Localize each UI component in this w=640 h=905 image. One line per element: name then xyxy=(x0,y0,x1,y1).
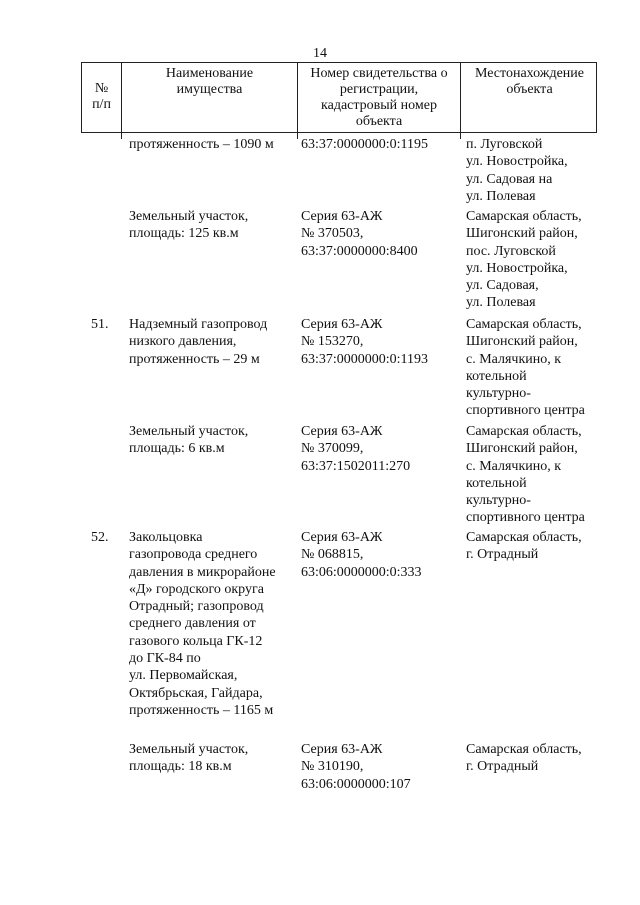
row-name: Земельный участок, площадь: 6 кв.м xyxy=(129,424,249,457)
row-location: Самарская область, Шигонский район, с. Малячкино, к котельной культурно- спортивного центра xyxy=(466,317,585,419)
page-number: 14 xyxy=(313,46,327,61)
row-location: п. Луговской ул. Новостройка, ул. Садовая на ул. Полевая xyxy=(466,137,568,204)
row-num: 51. xyxy=(91,317,109,332)
header-num: № п/п xyxy=(82,63,122,132)
column-divider xyxy=(121,133,122,139)
header-location: Местонахождение объекта xyxy=(474,66,584,97)
row-name: Земельный участок, площадь: 125 кв.м xyxy=(129,209,249,242)
table-header xyxy=(81,62,597,133)
row-location: Самарская область, г. Отрадный xyxy=(466,742,582,775)
row-name: Земельный участок, площадь: 18 кв.м xyxy=(129,742,249,775)
header-registration: Номер свидетельства о регистрации, кадастровый номер объекта xyxy=(298,63,461,132)
row-registration: Серия 63-АЖ № 370099, 63:37:1502011:270 xyxy=(301,424,411,474)
row-registration: Серия 63-АЖ № 153270, 63:37:0000000:0:1193 xyxy=(301,317,429,367)
row-registration: Серия 63-АЖ № 370503, 63:37:0000000:8400 xyxy=(301,209,418,259)
row-location: Самарская область, Шигонский район, с. Малячкино, к котельной культурно- спортивного центра xyxy=(466,424,585,526)
column-divider xyxy=(297,133,298,139)
row-location: Самарская область, г. Отрадный xyxy=(466,530,582,563)
row-name: Надземный газопровод низкого давления, протяженность – 29 м xyxy=(129,317,268,367)
row-num: 52. xyxy=(91,530,109,545)
row-registration: 63:37:0000000:0:1195 xyxy=(301,137,429,152)
row-name: Закольцовка газопровода среднего давления в микрорайоне «Д» городского округа Отрадный; газопровод среднего давления от газового кольца ГК-12 до ГК-84 по ул. Первомайская, Октябрьская, Гайдара, протяженность – 1165 м xyxy=(129,530,276,718)
row-registration: Серия 63-АЖ № 068815, 63:06:0000000:0:333 xyxy=(301,530,422,580)
row-location: Самарская область, Шигонский район, пос. Луговской ул. Новостройка, ул. Садовая, ул. Полевая xyxy=(466,209,582,311)
row-registration: Серия 63-АЖ № 310190, 63:06:0000000:107 xyxy=(301,742,411,792)
row-name: протяженность – 1090 м xyxy=(129,137,274,152)
header-name: Наименование имущества xyxy=(122,63,298,132)
